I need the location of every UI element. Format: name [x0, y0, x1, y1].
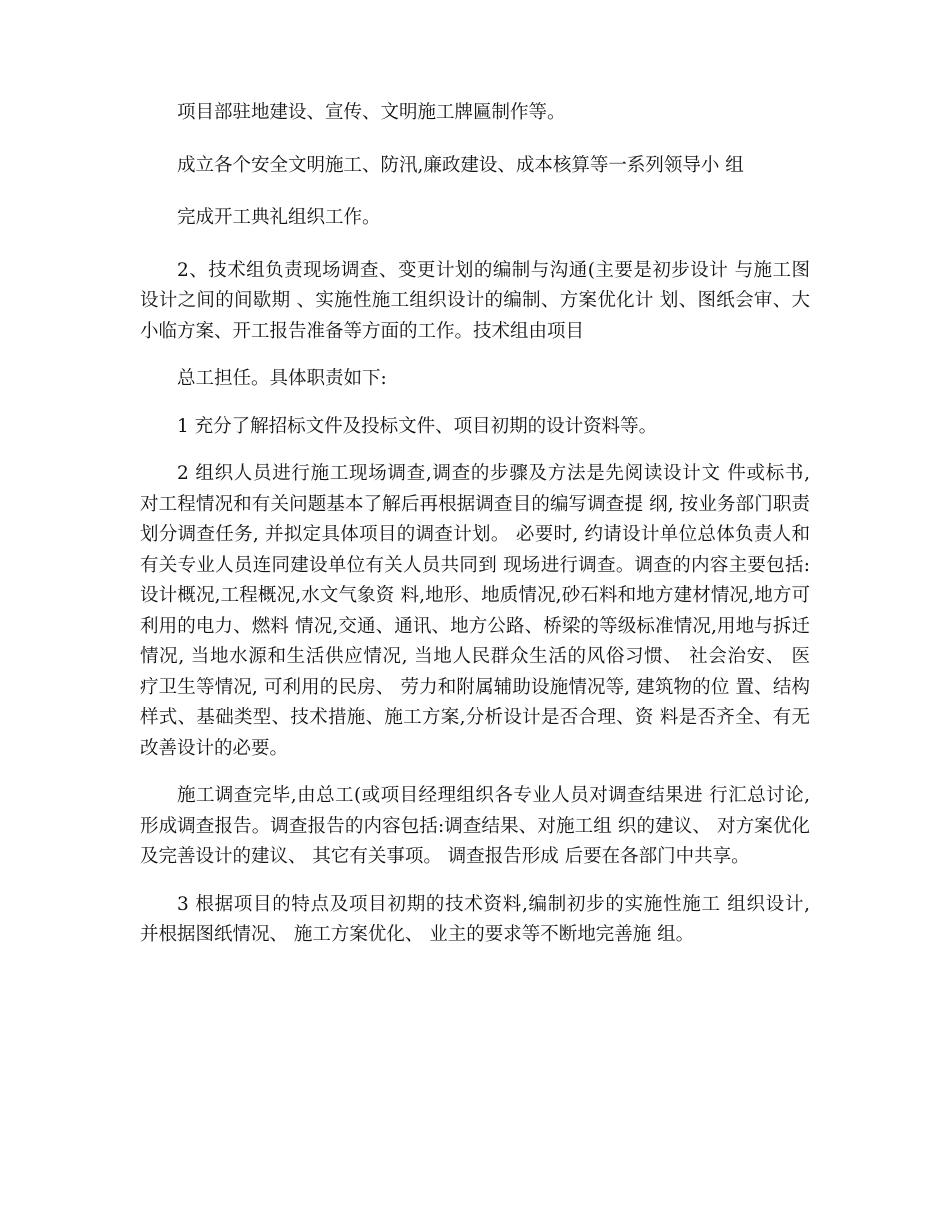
paragraph-technical-group: 2、技术组负责现场调查、变更计划的编制与沟通(主要是初步设计 与施工图设计之间的间歇期 、实施性施工组织设计的编制、方案优化计 划、图纸会审、大小临方案、开工报告准备等方面的工作。技术组由项目 [140, 259, 810, 342]
paragraph-site-construction: 项目部驻地建设、宣传、文明施工牌匾制作等。 [177, 102, 566, 123]
paragraph-duty-2: 2 组织人员进行施工现场调查,调查的步骤及方法是先阅读设计文 件或标书, 对工程情况和有关问题基本了解后再根据调查目的编写调查提 纲, 按业务部门职责划分调查任务, 并拟定具体项目的调查计划。 必要时, 约请设计单位总体负责人和有关专业人员连同建设单位有关人员共同到 现场进行调查。调查的内容主要包括:设计概况,工程概况,水文气象资 料,地形、地质情况,砂石料和地方建材情况,地方可利用的电力、燃料 情况,交通、通讯、地方公路、桥梁的等级标准情况,用地与拆迁情况, 当地水源和生活供应情况, 当地人民群众生活的风俗习惯、 社会治安、 医 疗卫生等情况, 可利用的民房、 劳力和附属辅助设施情况等, 建筑物的位 置、结构样式、基础类型、技术措施、施工方案,分析设计是否合理、资 料是否齐全、有无改善设计的必要。 [140, 463, 810, 759]
paragraph-duty-3: 3 根据项目的特点及项目初期的技术资料,编制初步的实施性施工 组织设计, 并根据图纸情况、 施工方案优化、 业主的要求等不断地完善施 组。 [140, 893, 810, 945]
document-page [140, 98, 810, 951]
paragraph-survey-report: 施工调查完毕,由总工(或项目经理组织各专业人员对调查结果进 行汇总讨论, 形成调查报告。调查报告的内容包括:调查结果、对施工组 织的建议、 对方案优化及完善设计的建议、 其它有关事项。 调查报告形成 后要在各部门中共享。 [140, 785, 810, 867]
paragraph-duty-1: 1 充分了解招标文件及投标文件、项目初期的设计资料等。 [177, 415, 658, 437]
paragraph-chief-engineer: 总工担任。具体职责如下: [177, 368, 387, 389]
paragraph-leadership-groups: 成立各个安全文明施工、防汛,廉政建设、成本核算等一系列领导小 组 [177, 154, 744, 176]
paragraph-ceremony: 完成开工典礼组织工作。 [177, 207, 381, 228]
